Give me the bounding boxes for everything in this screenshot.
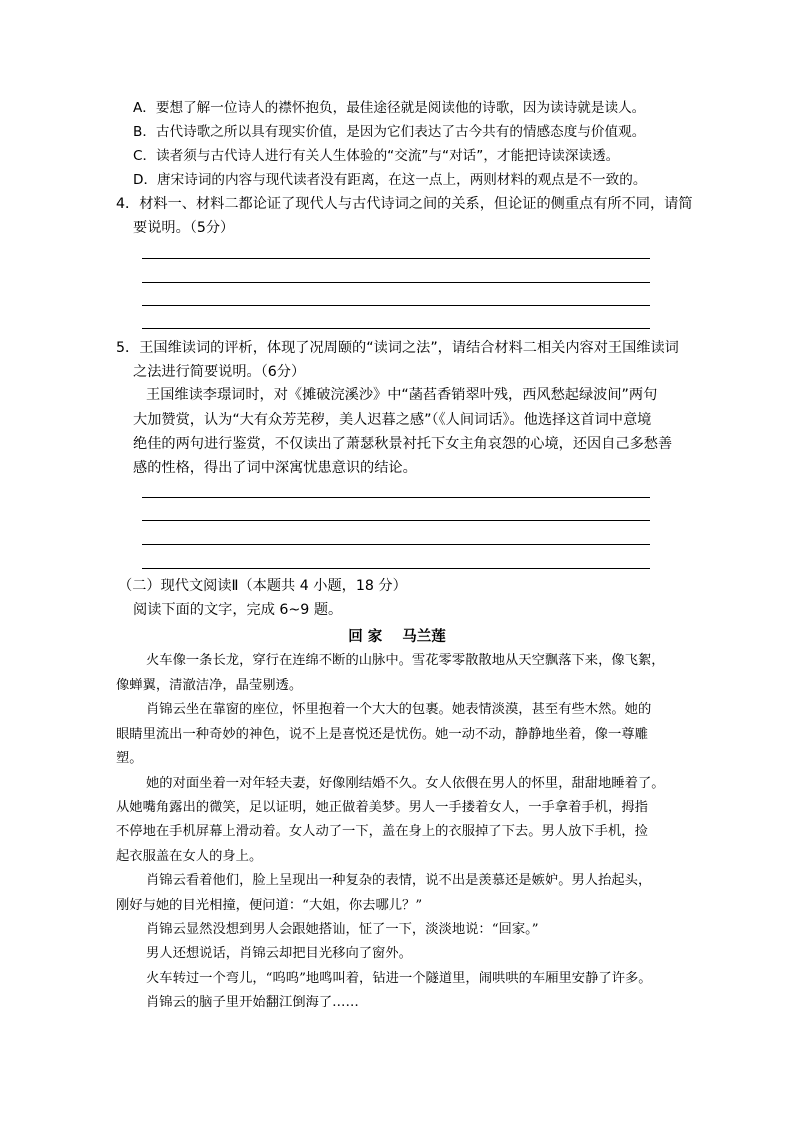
option-b: B．古代诗歌之所以具有现实价值，是因为它们表达了古今共有的情感态度与价值观。 (133, 124, 646, 140)
story-line: 像蝉翼，清澈洁净，晶莹剔透。 (116, 678, 303, 693)
story-author: 马兰莲 (402, 629, 446, 645)
question-4-line-1: 4．材料一、材料二都论证了现代人与古代诗词之间的关系，但论证的侧重点有所不同，请简 (116, 196, 693, 212)
section-heading: （二）现代文阅读Ⅱ（本题共 4 小题，18 分） (118, 578, 407, 594)
question-5-line-1: 5．王国维读词的评析，体现了况周颐的“读词之法”，请结合材料二相关内容对王国维读词 (116, 340, 679, 356)
story-title (0, 625, 794, 646)
answer-line[interactable] (142, 258, 650, 259)
answer-line[interactable] (142, 305, 650, 306)
option-c: C．读者须与古代诗人进行有关人生体验的“交流”与“对话”，才能把诗读深读透。 (133, 148, 620, 164)
option-a: A．要想了解一位诗人的襟怀抱负，最佳途径就是阅读他的诗歌，因为读诗就是读人。 (133, 100, 646, 116)
story-title-text: 回 家 (348, 629, 383, 645)
story-line: 男人还想说话，肖锦云却把目光移向了窗外。 (146, 946, 412, 961)
story-line: 肖锦云看着他们，脸上呈现出一种复杂的表情，说不出是羡慕还是嫉妒。男人抬起头， (146, 873, 652, 888)
q5-passage-line: 感的性格，得出了词中深寓忧患意识的结论。 (133, 460, 417, 476)
answer-line[interactable] (142, 497, 650, 498)
story-line: 火车像一条长龙，穿行在连绵不断的山脉中。雪花零零散散地从天空飘落下来，像飞絮， (146, 653, 665, 668)
story-line: 肖锦云的脑子里开始翻江倒海了…… (146, 995, 359, 1010)
q5-passage-line: 大加赞赏，认为“大有众芳芜秽，美人迟暮之感”（《人间词话》。他选择这首词中意境 (133, 412, 652, 428)
story-line: 刚好与她的目光相撞，便问道：“大姐，你去哪儿？” (116, 898, 423, 913)
answer-line[interactable] (142, 282, 650, 283)
story-line: 不停地在手机屏幕上滑动着。女人动了一下，盖在身上的衣服掉了下去。男人放下手机，捡 (116, 824, 648, 839)
q5-passage-line: 绝佳的两句进行鉴赏，不仅读出了萧瑟秋景衬托下女主角哀怨的心境，还因自己多愁善 (133, 436, 673, 452)
answer-line[interactable] (142, 568, 650, 569)
question-4-line-2: 要说明。（5分） (133, 220, 235, 236)
answer-line[interactable] (142, 520, 650, 521)
story-line: 眼睛里流出一种奇妙的神色，说不上是喜悦还是忧伤。她一动不动，静静地坐着，像一尊雕 (116, 727, 648, 742)
story-line: 起衣服盖在女人的身上。 (116, 849, 263, 864)
story-line: 从她嘴角露出的微笑，足以证明，她正做着美梦。男人一手搂着女人，一手拿着手机，拇指 (116, 800, 648, 815)
q5-passage-line: 王国维读李璟词时，对《摊破浣溪沙》中“菡萏香销翠叶残，西风愁起绿波间”两句 (146, 387, 658, 403)
story-line: 她的对面坐着一对年轻夫妻，好像刚结婚不久。女人依偎在男人的怀里，甜甜地睡着了。 (146, 776, 665, 791)
story-line: 肖锦云坐在靠窗的座位，怀里抱着一个大大的包裹。她表情淡漠，甚至有些木然。她的 (146, 702, 652, 717)
answer-line[interactable] (142, 544, 650, 545)
story-line: 火车转过一个弯儿，“呜呜”地鸣叫着，钻进一个隧道里，闹哄哄的车厢里安静了许多。 (146, 971, 652, 986)
story-line: 肖锦云显然没想到男人会跟她搭讪，怔了一下，淡淡地说：“回家。” (146, 922, 539, 937)
section-instruction: 阅读下面的文字，完成 6~9 题。 (133, 602, 343, 618)
story-line: 塑。 (116, 751, 143, 766)
option-d: D．唐宋诗词的内容与现代读者没有距离，在这一点上，两则材料的观点是不一致的。 (133, 172, 647, 188)
question-5-line-2: 之法进行简要说明。（6分） (133, 364, 306, 380)
answer-line[interactable] (142, 328, 650, 329)
